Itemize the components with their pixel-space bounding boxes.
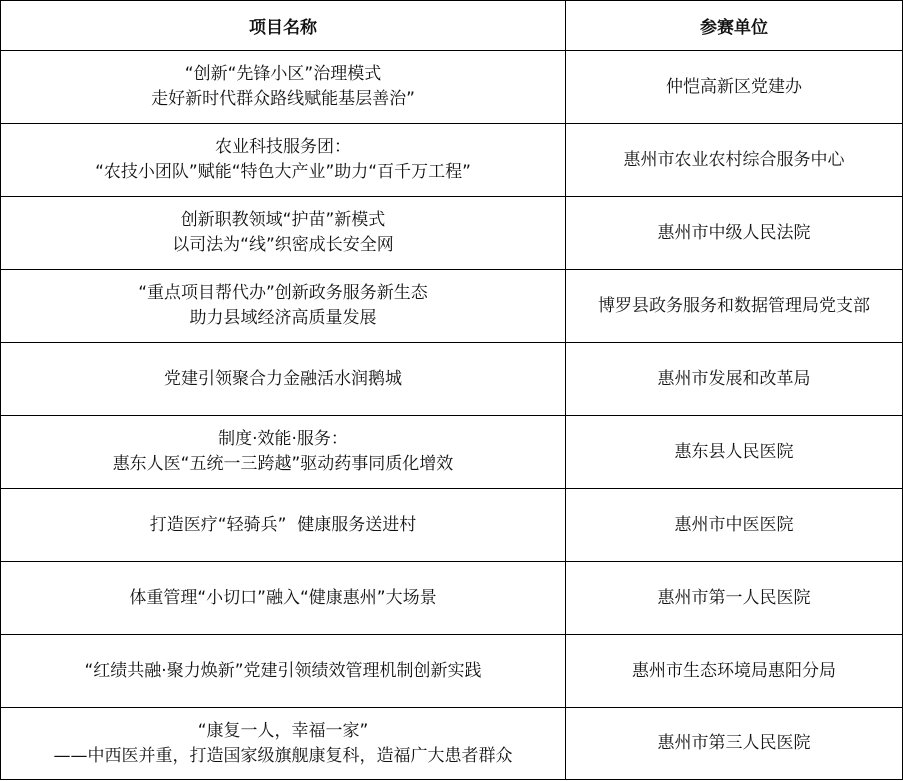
project-name-line: 农业科技服务团： (215, 137, 351, 157)
project-name-line: 惠东人医“五统一三跨越”驱动药事同质化增效 (112, 454, 454, 474)
table-row (1, 124, 903, 197)
unit-cell: 惠州市第三人民医院 (566, 708, 903, 780)
project-name-cell (1, 270, 566, 343)
project-name-line: 以司法为“线”织密成长安全网 (172, 235, 394, 255)
table-row (1, 562, 903, 635)
table-row (1, 708, 903, 780)
project-name-line: “红绩共融·聚力焕新”党建引领绩效管理机制创新实践 (84, 660, 482, 681)
unit-cell: 惠州市第一人民医院 (566, 562, 903, 635)
project-name-cell (1, 489, 566, 562)
project-name-line: “农技小团队”赋能“特色大产业”助力“百千万工程” (95, 162, 471, 182)
project-name-cell (1, 562, 566, 635)
header-participating-unit: 参赛单位 (566, 1, 903, 51)
table-row (1, 270, 903, 343)
unit-cell: 惠州市中医医院 (566, 489, 903, 562)
table-row (1, 51, 903, 124)
project-name-line: 走好新时代群众路线赋能基层善治” (151, 89, 415, 109)
unit-cell: 惠州市中级人民法院 (566, 197, 903, 270)
unit-cell: 惠州市农业农村综合服务中心 (566, 124, 903, 197)
project-name-line: “康复一人，幸福一家” (197, 720, 369, 741)
table-row (1, 489, 903, 562)
project-name-cell (1, 124, 566, 197)
project-name-cell (1, 416, 566, 489)
unit-cell: 惠州市发展和改革局 (566, 343, 903, 416)
unit-cell: 博罗县政务服务和数据管理局党支部 (566, 270, 903, 343)
table-row (1, 416, 903, 489)
project-name-cell (1, 51, 566, 124)
unit-cell: 惠东县人民医院 (566, 416, 903, 489)
table-row (1, 635, 903, 708)
project-name-line: 创新职教领域“护苗”新模式 (180, 210, 386, 230)
unit-cell: 惠州市生态环境局惠阳分局 (566, 635, 903, 708)
project-name-cell (1, 708, 566, 780)
project-name-cell (1, 197, 566, 270)
project-name-line: “重点项目帮代办”创新政务服务新生态 (138, 283, 428, 303)
project-name-line: 打造医疗“轻骑兵” 健康服务送进村 (149, 514, 417, 535)
project-name-line: “创新“先锋小区”治理模式 (184, 64, 382, 84)
header-project-name: 项目名称 (1, 1, 566, 51)
project-name-line: 体重管理“小切口”融入“健康惠州”大场景 (129, 587, 437, 608)
project-name-cell (1, 343, 566, 416)
project-name-line: 助力县域经济高质量发展 (189, 308, 377, 328)
table-body (1, 51, 903, 780)
table-row (1, 197, 903, 270)
project-name-line: 制度·效能·服务： (218, 429, 348, 449)
project-name-line: 党建引领聚合力金融活水润鹅城 (164, 368, 402, 389)
table-row (1, 343, 903, 416)
project-name-cell (1, 635, 566, 708)
unit-cell: 仲恺高新区党建办 (566, 51, 903, 124)
header-row (1, 1, 903, 51)
project-name-line: ——中西医并重，打造国家级旗舰康复科，造福广大患者群众 (53, 745, 513, 766)
